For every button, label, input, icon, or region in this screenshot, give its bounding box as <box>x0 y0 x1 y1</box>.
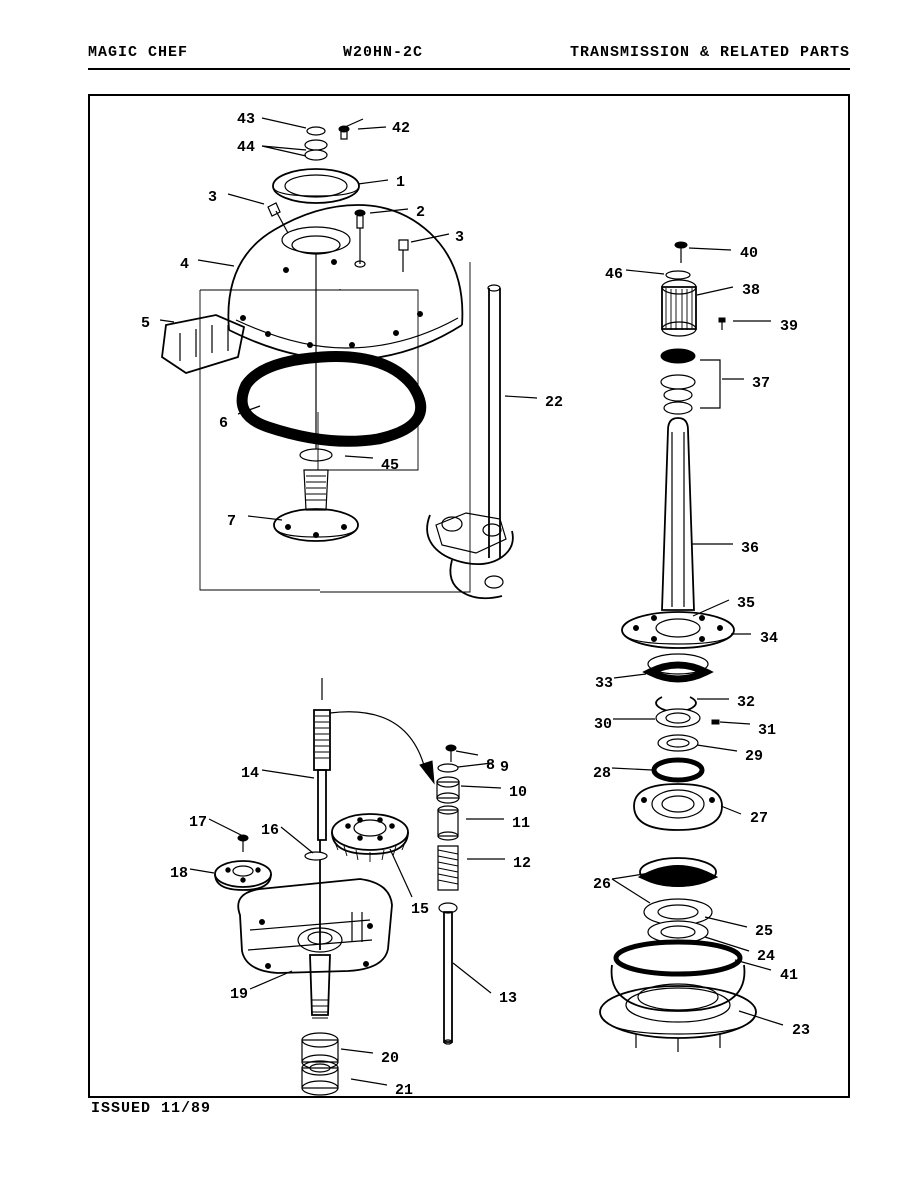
callout-number-15: 15 <box>411 901 430 918</box>
callout-number-3: 3 <box>455 229 465 246</box>
callout-number-2: 2 <box>416 204 426 221</box>
callout-number-41: 41 <box>780 967 799 984</box>
callout-number-33: 33 <box>595 675 614 692</box>
diagram-frame <box>88 94 850 1098</box>
callout-number-18: 18 <box>170 865 189 882</box>
callout-number-29: 29 <box>745 748 764 765</box>
callout-number-25: 25 <box>755 923 774 940</box>
header-divider <box>88 68 850 70</box>
section-title: TRANSMISSION & RELATED PARTS <box>569 44 850 61</box>
callout-number-28: 28 <box>593 765 612 782</box>
callout-number-38: 38 <box>742 282 761 299</box>
callout-number-37: 37 <box>752 375 771 392</box>
callout-number-14: 14 <box>241 765 260 782</box>
callout-number-11: 11 <box>512 815 531 832</box>
callout-number-12: 12 <box>513 855 532 872</box>
model-number: W20HN-2C <box>343 44 424 61</box>
callout-number-24: 24 <box>757 948 776 965</box>
callout-number-44: 44 <box>237 139 256 156</box>
callout-number-21: 21 <box>395 1082 414 1099</box>
callout-number-36: 36 <box>741 540 760 557</box>
callout-number-30: 30 <box>594 716 613 733</box>
callout-number-3: 3 <box>208 189 218 206</box>
callout-number-34: 34 <box>760 630 779 647</box>
callout-number-4: 4 <box>180 256 190 273</box>
callout-number-8: 8 <box>486 757 496 774</box>
callout-number-45: 45 <box>381 457 400 474</box>
callout-number-20: 20 <box>381 1050 400 1067</box>
callout-number-5: 5 <box>141 315 151 332</box>
page-header <box>88 44 850 70</box>
callout-number-42: 42 <box>392 120 411 137</box>
issued-date: ISSUED 11/89 <box>91 1100 212 1117</box>
callout-number-1: 1 <box>396 174 406 191</box>
callout-number-26: 26 <box>593 876 612 893</box>
callout-number-10: 10 <box>509 784 528 801</box>
brand-name: MAGIC CHEF <box>88 44 189 61</box>
callout-number-17: 17 <box>189 814 208 831</box>
callout-number-22: 22 <box>545 394 564 411</box>
callout-number-40: 40 <box>740 245 759 262</box>
callout-number-46: 46 <box>605 266 624 283</box>
callout-number-7: 7 <box>227 513 237 530</box>
callout-number-13: 13 <box>499 990 518 1007</box>
callout-number-43: 43 <box>237 111 256 128</box>
callout-number-35: 35 <box>737 595 756 612</box>
callout-number-19: 19 <box>230 986 249 1003</box>
callout-number-23: 23 <box>792 1022 811 1039</box>
callout-number-32: 32 <box>737 694 756 711</box>
callout-number-6: 6 <box>219 415 229 432</box>
callout-number-39: 39 <box>780 318 799 335</box>
callout-number-27: 27 <box>750 810 769 827</box>
callout-number-9: 9 <box>500 759 510 776</box>
callout-number-31: 31 <box>758 722 777 739</box>
callout-number-16: 16 <box>261 822 280 839</box>
